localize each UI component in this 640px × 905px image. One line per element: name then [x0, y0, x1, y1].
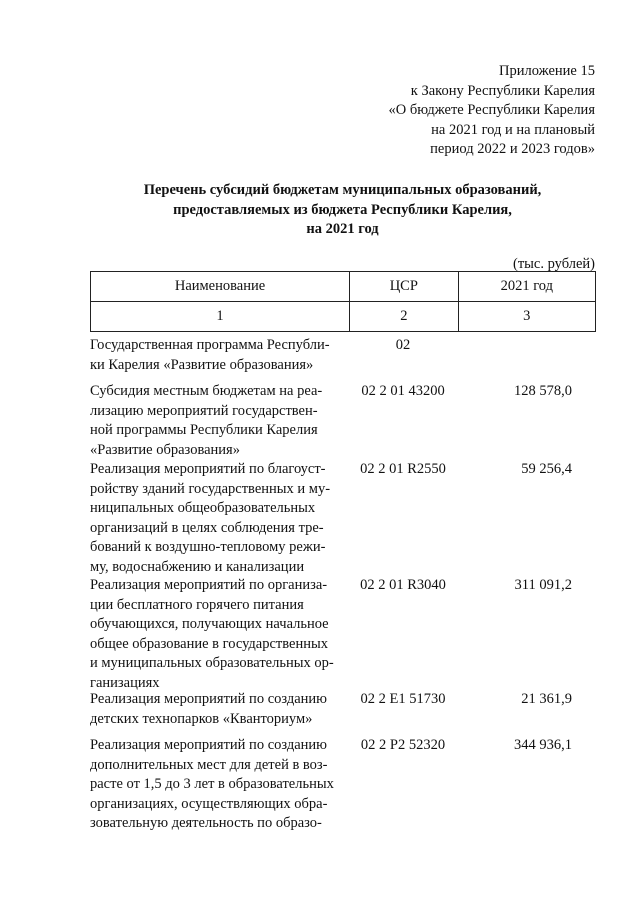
column-number: 1 — [91, 302, 350, 332]
row-name-line: му, водоснабжению и канализации — [90, 558, 305, 575]
column-number-row — [91, 302, 596, 332]
title-line: на 2021 год — [306, 221, 379, 237]
row-name-line: расте от 1,5 до 3 лет в образовательных — [90, 776, 334, 792]
appendix-reference — [389, 62, 596, 160]
row-csr: 02 2 E1 51730 — [360, 691, 446, 707]
row-name-line: зовательную деятельность по образо- — [90, 815, 322, 831]
row-name-line: Реализация мероприятий по созданию — [90, 737, 328, 753]
row-name-line: организаций в целях соблюдения тре- — [90, 519, 324, 536]
row-name-line: Реализация мероприятий по благоуст- — [90, 461, 326, 477]
row-name-line: ки Карелия «Развитие образования» — [90, 356, 314, 373]
column-number: 2 — [350, 302, 459, 332]
row-amount: 59 256,4 — [521, 461, 572, 477]
document-title — [90, 181, 595, 240]
row-name-line: лизацию мероприятий государствен- — [90, 402, 318, 419]
row-name — [90, 690, 349, 729]
row-csr: 02 2 01 R3040 — [360, 577, 446, 593]
row-name-line: Государственная программа Республи- — [90, 337, 330, 353]
row-name-line: ганизациях — [90, 674, 160, 691]
row-name-line: Реализация мероприятий по организа- — [90, 577, 328, 593]
row-name-line: «Развитие образования» — [90, 441, 240, 458]
row-csr: 02 2 01 43200 — [361, 383, 445, 399]
row-name — [90, 460, 349, 577]
column-number: 3 — [458, 302, 595, 332]
appendix-line: Приложение 15 — [499, 63, 595, 79]
row-name-line: ройству зданий государственных и му- — [90, 480, 331, 497]
appendix-line: к Закону Республики Карелия — [410, 82, 595, 99]
appendix-line: на 2021 год и на плановый — [431, 121, 595, 138]
row-name-line: ной программы Республики Карелия — [90, 422, 318, 438]
row-amount: 128 578,0 — [514, 383, 572, 399]
row-name — [90, 736, 349, 834]
table-header — [90, 271, 596, 332]
appendix-line: «О бюджете Республики Карелия — [388, 102, 595, 118]
row-name-line: бований к воздушно-тепловому режи- — [90, 539, 326, 555]
row-name-line: обучающихся, получающих начальное — [90, 616, 329, 632]
row-csr: 02 2 01 R2550 — [360, 461, 446, 477]
header-row — [91, 272, 596, 302]
header-csr: ЦСР — [350, 272, 459, 302]
row-name-line: общее образование в государственных — [90, 635, 328, 652]
row-csr: 02 2 P2 52320 — [360, 737, 446, 753]
row-name-line: Реализация мероприятий по созданию — [90, 691, 328, 707]
header-year: 2021 год — [458, 272, 595, 302]
units-note: (тыс. рублей) — [513, 256, 595, 272]
row-name-line: ниципальных общеобразовательных — [90, 500, 316, 516]
row-name-line: Субсидия местным бюджетам на реа- — [90, 383, 323, 399]
row-name — [90, 336, 349, 375]
title-line: Перечень субсидий бюджетам муниципальных образований, — [143, 182, 542, 198]
row-name-line: дополнительных мест для детей в воз- — [90, 756, 328, 773]
row-amount: 344 936,1 — [514, 737, 572, 753]
row-name-line: и муниципальных образовательных ор- — [90, 655, 334, 671]
row-name-line: ции бесплатного горячего питания — [90, 596, 304, 613]
row-name — [90, 382, 349, 460]
row-name — [90, 576, 349, 693]
row-name-line: детских технопарков «Кванториум» — [90, 710, 313, 727]
title-line: предоставляемых из бюджета Республики Карелия, — [173, 201, 512, 218]
row-amount: 21 361,9 — [521, 691, 572, 707]
appendix-line: период 2022 и 2023 годов» — [430, 141, 595, 157]
row-amount: 311 091,2 — [514, 577, 572, 593]
header-name: Наименование — [91, 272, 350, 302]
row-csr: 02 — [395, 337, 411, 353]
row-name-line: организациях, осуществляющих обра- — [90, 795, 328, 812]
